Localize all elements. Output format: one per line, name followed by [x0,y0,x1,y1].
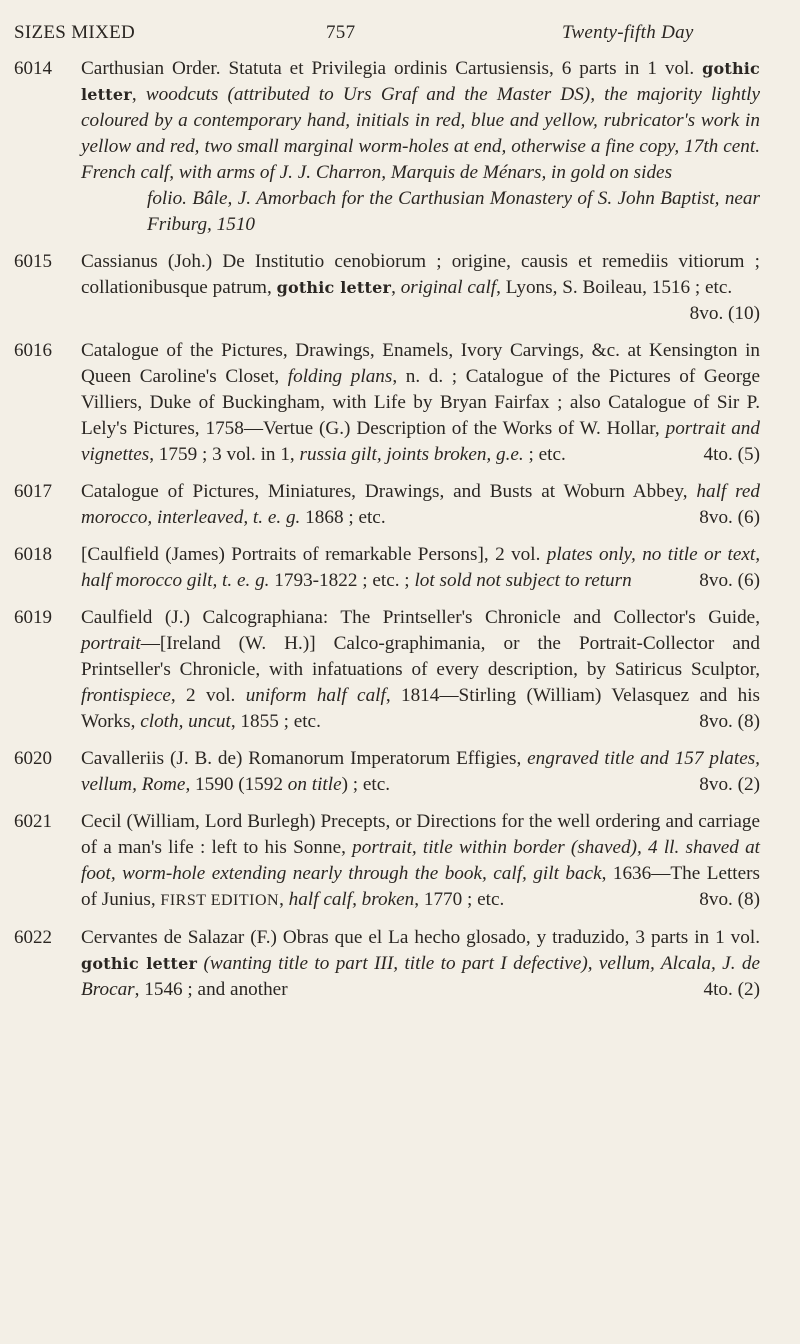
lot-entry [14,542,760,594]
lot-text: , 1770 ; etc. [414,889,505,910]
lot-number: 6019 [14,607,52,628]
lot-text: uniform half calf [245,685,386,706]
page-header [14,18,760,48]
lot-text: original calf [400,277,497,298]
lot-text: folding plans [287,366,393,387]
lot-number: 6016 [14,340,52,361]
lot-text: , n. d. ; Catalogue of the Pictures of George Villiers, Duke of Buckingham, with Life by Bryan Fairfax ; also Catalogue of Sir P. Lely's Pictures, 1758—Vertue (G.) Description of the Works of W. Hollar, [81,366,761,439]
lot-description [81,605,760,735]
lot-entry [14,746,760,798]
lot-description [81,809,760,914]
lot-text: —[Ireland (W. H.)] Calco-graphimania, or the Portrait-Collector and Printseller's Chronicle, with infatuations of every description, by Satiricus Sculptor, [81,633,760,680]
lot-entry [14,338,760,468]
lot-text: , 1636—The Letters of Junius, [81,863,760,910]
lot-text: portrait, title within border (shaved), 4 ll. shaved at foot, worm-hole extending nearly through the book, calf, gilt back [81,837,760,884]
lot-text: Cassianus (Joh.) De Institutio cenobiorum ; origine, causis et remediis vitiorum ; collationibusque patrum, [81,251,760,298]
lot-entry [14,479,760,531]
lot-description [81,746,760,798]
lot-text: 1868 ; etc. [300,507,386,528]
lot-text: portrait [81,633,141,654]
lot-text: , 1590 (1592 [185,774,288,795]
lot-text: gothic letter [81,59,760,104]
lot-text: Cervantes de Salazar (F.) Obras que el La hecho glosado, y traduzido, 3 parts in 1 vol. [81,927,760,948]
lot-text: , 1759 ; 3 vol. in 1, [149,444,300,465]
lot-text: , 1546 ; and another [134,979,288,1000]
lot-text: FIRST EDITION [160,892,280,909]
lot-text: , 1855 ; etc. [230,711,321,732]
lot-number: 6021 [14,811,52,832]
lot-number: 6015 [14,251,52,272]
lot-text: Carthusian Order. Statuta et Privilegia ordinis Cartusiensis, 6 parts in 1 vol. [81,58,703,79]
header-sizes: SIZES MIXED [14,22,135,43]
lot-entry [14,249,760,327]
lot-text: cloth, uncut [140,711,231,732]
lot-number: 6017 [14,481,52,502]
lot-description [81,56,760,238]
lot-text: frontispiece [81,685,171,706]
lot-text: half red morocco, interleaved, t. e. g. [81,481,761,528]
lot-description [81,479,760,531]
lot-format: 8vo. (6) [699,570,760,591]
lot-text: engraved title and 157 plates, vellum, Rome [81,748,760,795]
lot-format: 8vo. (6) [699,507,760,528]
lot-text: ) ; etc. [341,774,391,795]
lot-format: 8vo. (10) [689,303,760,324]
lot-description [81,542,760,594]
lot-format: 4to. (2) [703,979,760,1000]
lot-text: , [279,889,289,910]
lot-description [81,338,760,468]
lot-text: , 2 vol. [170,685,246,706]
header-day: Twenty-fifth Day [562,22,694,43]
lot-number: 6020 [14,748,52,769]
lot-description [81,925,760,1003]
lot-text: on title [287,774,342,795]
lot-format: 8vo. (8) [699,889,760,910]
lot-entry [14,56,760,238]
lot-entry [14,809,760,914]
lot-number: 6018 [14,544,52,565]
lot-format: 8vo. (8) [699,711,760,732]
header-page-number: 757 [326,22,356,43]
lot-text: plates only, no title or text, half morocco gilt, t. e. g. [81,544,761,591]
lot-text: lot sold not subject to return [414,570,632,591]
lot-text: Catalogue of Pictures, Miniatures, Drawings, and Busts at Woburn Abbey, [81,481,697,502]
lot-imprint: folio. Bâle, J. Amorbach for the Carthusian Monastery of S. John Baptist, near Friburg, 1510 [147,188,760,235]
lot-entry [14,605,760,735]
lot-text: Cavalleriis (J. B. de) Romanorum Imperatorum Effigies, [81,748,528,769]
lot-text: gothic letter [276,278,392,297]
lot-list [14,56,760,1003]
lot-number: 6014 [14,58,52,79]
lot-text: Catalogue of the Pictures, Drawings, Enamels, Ivory Carvings, &c. at Kensington in Queen Caroline's Closet, [81,340,760,387]
lot-text: , [391,277,401,298]
lot-text: [Caulfield (James) Portraits of remarkable Persons], 2 vol. [81,544,547,565]
lot-text: woodcuts (attributed to Urs Graf and the Master DS), the majority lightly coloured by a contemporary hand, initials in red, blue and yellow, rubricator's work in yellow and red, two small marginal worm-holes at end, otherwise a fine copy, 17th cent. French calf, with arms of J. J. Charron, Marquis de Ménars, in gold on sides [81,84,761,183]
lot-text: , [131,84,146,105]
lot-entry [14,925,760,1003]
lot-format: 4to. (5) [703,444,760,465]
lot-text: Cecil (William, Lord Burlegh) Precepts, or Directions for the well ordering and carriage of a man's life : left to his Sonne, [81,811,760,858]
lot-text: , Lyons, S. Boileau, 1516 ; etc. [496,277,733,298]
lot-text: Caulfield (J.) Calcographiana: The Printseller's Chronicle and Collector's Guide, [81,607,760,628]
lot-text: , 1814—Stirling (William) Velasquez and his Works, [81,685,760,732]
lot-format: 8vo. (2) [699,774,760,795]
lot-text: 1793-1822 ; etc. ; [269,570,415,591]
lot-number: 6022 [14,927,52,948]
lot-description [81,249,760,327]
lot-text: half calf, broken [288,889,415,910]
lot-text: gothic letter [81,954,198,973]
lot-text: (wanting title to part III, title to part I defective), vellum, Alcala, J. de Brocar [81,953,760,1000]
lot-text: russia gilt, joints broken, g.e. [299,444,524,465]
lot-text: ; etc. [523,444,566,465]
lot-text: portrait and vignettes [81,418,760,465]
